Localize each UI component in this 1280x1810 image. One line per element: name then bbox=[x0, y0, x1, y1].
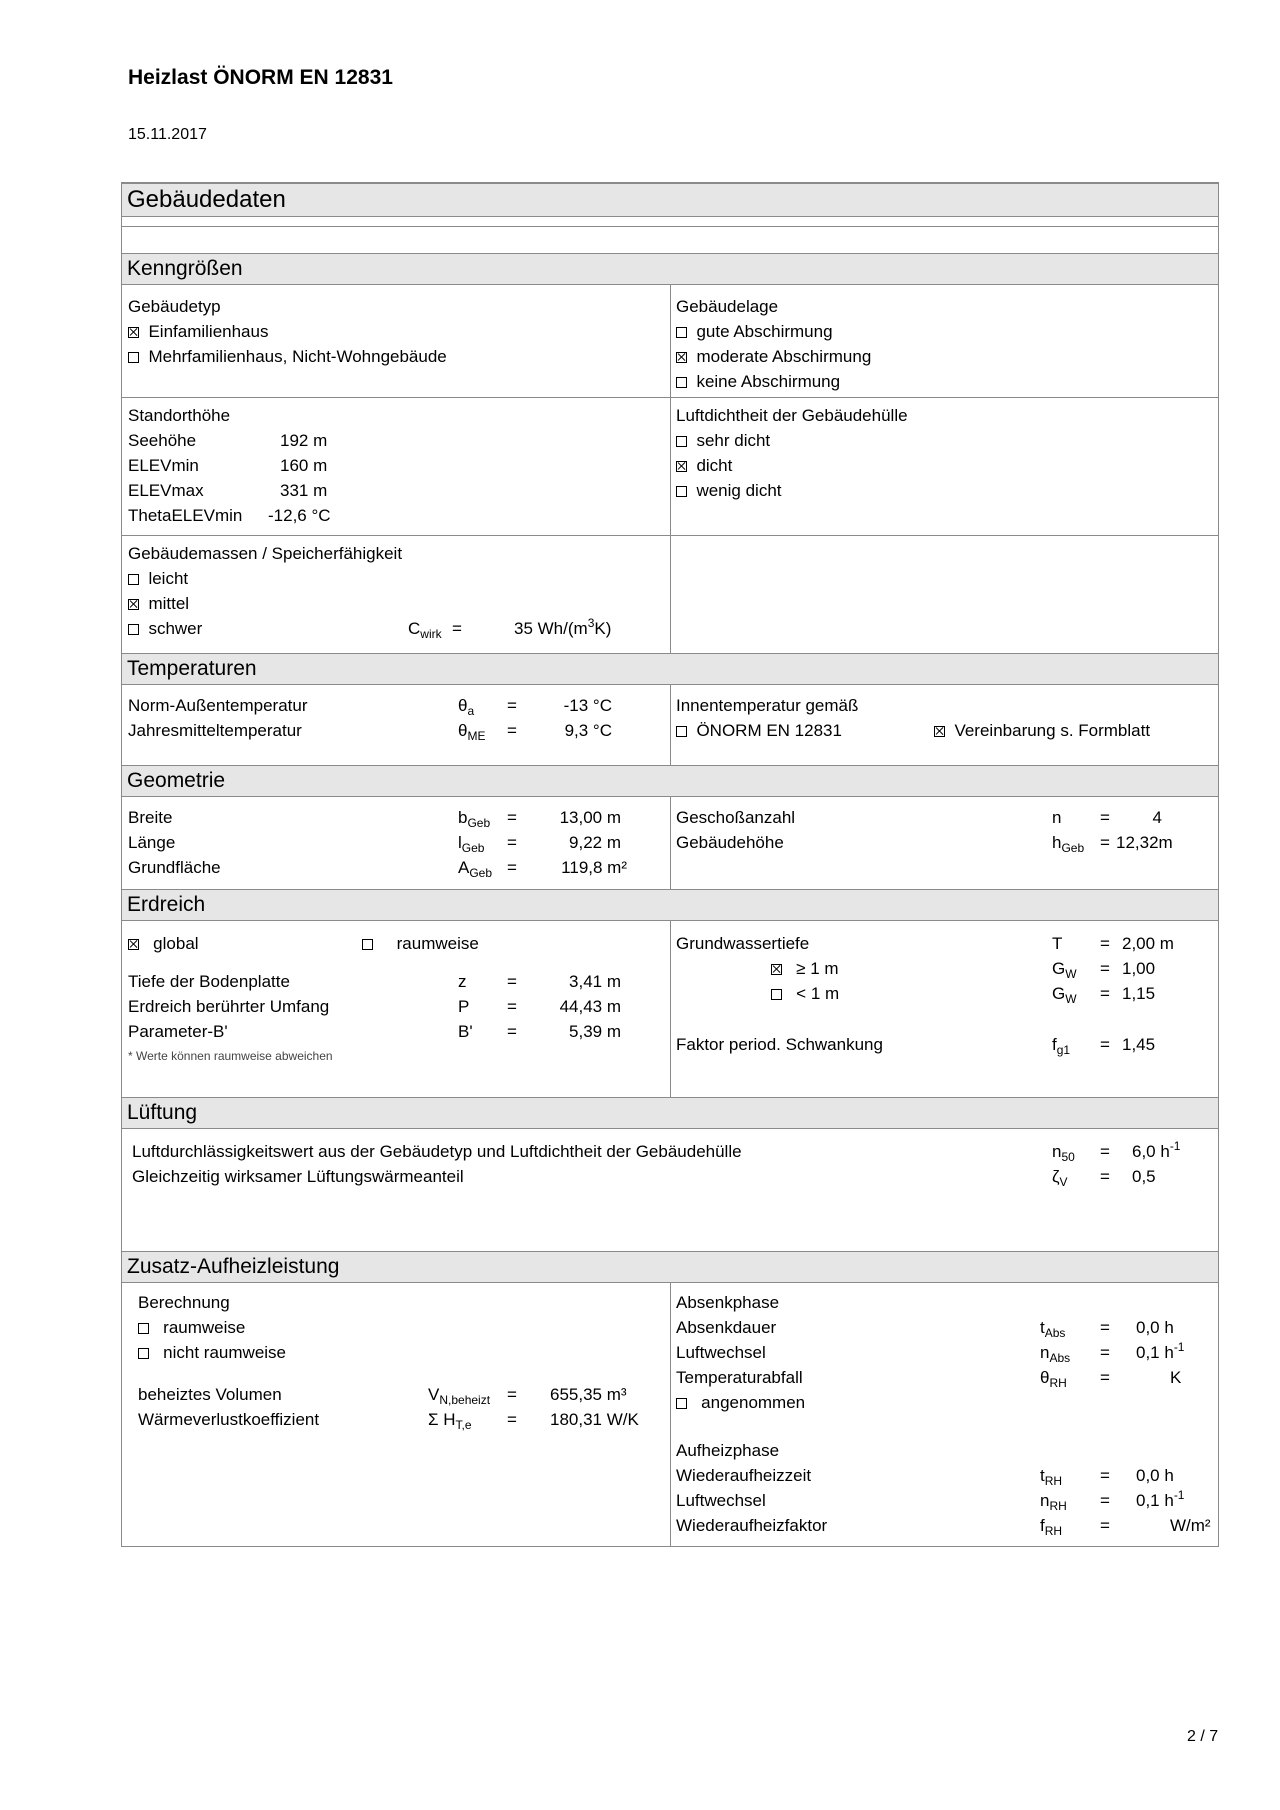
option-mehrfamilienhaus[interactable]: Mehrfamilienhaus, Nicht-Wohngebäude bbox=[128, 347, 447, 367]
value-seehoehe: 192 m bbox=[280, 431, 328, 450]
eq: = bbox=[1100, 934, 1110, 953]
value-tiefe-bodenplatte: 3,41 m bbox=[569, 972, 621, 991]
symbol-gw: $G_W$ bbox=[1052, 959, 1077, 981]
value-norm-aussentemperatur: -13 °C bbox=[563, 696, 612, 715]
page-number: 2 / 7 bbox=[1187, 1728, 1219, 1745]
label-elevmax: ELEVmax bbox=[128, 481, 204, 500]
eq: = bbox=[507, 1022, 517, 1041]
section-header-erdreich: Erdreich bbox=[122, 889, 1218, 921]
value-n50: 6,0 $h^{-1}$ bbox=[1132, 1139, 1181, 1161]
label-gebaeudemassen: Gebäudemassen / Speicherfähigkeit bbox=[128, 544, 403, 563]
checkbox-unchecked[interactable] bbox=[676, 436, 687, 447]
label-temperaturabfall: Temperaturabfall bbox=[676, 1368, 803, 1387]
checkbox-unchecked[interactable] bbox=[362, 939, 373, 950]
checkbox-unchecked[interactable] bbox=[128, 352, 139, 363]
checkbox-checked[interactable] bbox=[128, 327, 139, 338]
eq: = bbox=[1100, 833, 1110, 852]
label-seehoehe: Seehöhe bbox=[128, 431, 197, 450]
symbol-f-rh: $f_{RH}$ bbox=[1040, 1516, 1063, 1538]
label-standorthoehe: Standorthöhe bbox=[128, 406, 231, 425]
label-tiefe-bodenplatte: Tiefe der Bodenplatte bbox=[128, 972, 290, 991]
option-gw-lt-1m[interactable]: < 1 m bbox=[771, 984, 839, 1004]
option-keine-abschirmung[interactable]: keine Abschirmung bbox=[676, 372, 840, 392]
divider bbox=[122, 535, 1218, 536]
label-elevmin: ELEVmin bbox=[128, 456, 199, 475]
eq: = bbox=[1100, 1035, 1110, 1054]
checkbox-unchecked[interactable] bbox=[138, 1348, 149, 1359]
checkbox-unchecked[interactable] bbox=[676, 1398, 687, 1409]
option-wenig-dicht[interactable]: wenig dicht bbox=[676, 481, 782, 501]
building-data-form bbox=[121, 182, 1219, 1547]
symbol-n-rh: $n_{RH}$ bbox=[1040, 1491, 1067, 1513]
symbol-a-geb: $A_{Geb}$ bbox=[458, 858, 493, 880]
option-oenorm[interactable]: ÖNORM EN 12831 bbox=[676, 721, 842, 741]
checkbox-checked[interactable] bbox=[934, 726, 945, 737]
eq: = bbox=[1100, 808, 1110, 827]
symbol-n50: $n_{50}$ bbox=[1052, 1142, 1075, 1164]
label-berechnung: Berechnung bbox=[138, 1293, 230, 1312]
symbol-sigma-ht: Σ $H_{T,e}$ bbox=[428, 1410, 472, 1432]
symbol-theta-a: $\theta_a$ bbox=[458, 696, 475, 718]
symbol-t-rh: $t_{RH}$ bbox=[1040, 1466, 1063, 1488]
eq: = bbox=[1100, 1491, 1110, 1510]
eq: = bbox=[1100, 959, 1110, 978]
value-jahresmitteltemperatur: 9,3 °C bbox=[564, 721, 612, 740]
label-luftwechsel-rh: Luftwechsel bbox=[676, 1491, 766, 1510]
value-elevmax: 331 m bbox=[280, 481, 328, 500]
label-luftdichtheit: Luftdichtheit der Gebäudehülle bbox=[676, 406, 908, 425]
value-waermeverlustkoeffizient: 180,31 W/K bbox=[550, 1410, 639, 1429]
option-sehr-dicht[interactable]: sehr dicht bbox=[676, 431, 770, 451]
checkbox-unchecked[interactable] bbox=[676, 486, 687, 497]
footnote: * Werte können raumweise abweichen bbox=[128, 1049, 333, 1063]
value-luftwechsel-rh: 0,1 $h^{-1}$ bbox=[1136, 1488, 1185, 1510]
option-gute-abschirmung[interactable]: gute Abschirmung bbox=[676, 322, 833, 342]
value-gw-2: 1,15 bbox=[1122, 984, 1156, 1003]
value-elevmin: 160 m bbox=[280, 456, 328, 475]
checkbox-unchecked[interactable] bbox=[676, 327, 687, 338]
label-grundflaeche: Grundfläche bbox=[128, 858, 221, 877]
label-absenkphase: Absenkphase bbox=[676, 1293, 780, 1312]
symbol-l-geb: $l_{Geb}$ bbox=[458, 833, 485, 855]
label-beheiztes-volumen: beheiztes Volumen bbox=[138, 1385, 282, 1404]
section-header-temperaturen: Temperaturen bbox=[122, 653, 1218, 685]
label-wiederaufheizzeit: Wiederaufheizzeit bbox=[676, 1466, 812, 1485]
value-cwirk: 35 $Wh/(m^3K)$ bbox=[514, 616, 612, 638]
label-laenge: Länge bbox=[128, 833, 176, 852]
eq: = bbox=[1100, 1343, 1110, 1362]
value-beheiztes-volumen: 655,35 m³ bbox=[550, 1385, 627, 1404]
symbol-n-abs: $n_{Abs}$ bbox=[1040, 1343, 1071, 1365]
eq: = bbox=[507, 858, 517, 877]
option-global[interactable]: global bbox=[128, 934, 199, 954]
column-divider bbox=[670, 285, 671, 832]
symbol-cwirk: $C_{wirk}$ bbox=[408, 619, 442, 641]
eq: = bbox=[1100, 1466, 1110, 1485]
label-grundwassertiefe: Grundwassertiefe bbox=[676, 934, 810, 953]
label-gebaeudetyp: Gebäudetyp bbox=[128, 297, 221, 316]
option-nicht-raumweise[interactable]: nicht raumweise bbox=[138, 1343, 286, 1363]
section-header-geometrie: Geometrie bbox=[122, 765, 1218, 797]
label-luftdurchlaessigkeit: Luftdurchlässigkeitswert aus der Gebäudetyp und Luftdichtheit der Gebäudehülle bbox=[132, 1142, 742, 1161]
value-grundflaeche: 119,8 m² bbox=[561, 858, 627, 877]
symbol-fg1: $f_{g1}$ bbox=[1052, 1035, 1071, 1057]
symbol-t: T bbox=[1052, 934, 1063, 953]
value-laenge: 9,22 m bbox=[569, 833, 621, 852]
value-gw-1: 1,00 bbox=[1122, 959, 1156, 978]
option-einfamilienhaus[interactable]: Einfamilienhaus bbox=[128, 322, 268, 342]
checkbox-checked[interactable] bbox=[128, 939, 139, 950]
eq: = bbox=[507, 997, 517, 1016]
value-gebaeudehoehe: 12,32m bbox=[1116, 833, 1173, 852]
option-leicht[interactable]: leicht bbox=[128, 569, 188, 589]
document-date: 15.11.2017 bbox=[128, 126, 207, 143]
label-breite: Breite bbox=[128, 808, 173, 827]
section-header-kenngroessen: Kenngrößen bbox=[122, 253, 1218, 285]
column-divider bbox=[670, 921, 671, 1097]
value-luftwechsel-abs: 0,1 $h^{-1}$ bbox=[1136, 1340, 1185, 1362]
label-absenkdauer: Absenkdauer bbox=[676, 1318, 777, 1337]
column-divider bbox=[670, 797, 671, 889]
divider bbox=[122, 226, 1218, 227]
label-geschossanzahl: Geschoßanzahl bbox=[676, 808, 796, 827]
eq: = bbox=[1100, 1142, 1110, 1161]
value-grundwassertiefe: 2,00 m bbox=[1122, 934, 1174, 953]
option-dicht[interactable]: dicht bbox=[676, 456, 732, 476]
label-innentemperatur: Innentemperatur gemäß bbox=[676, 696, 859, 715]
value-temperaturabfall: K bbox=[1170, 1368, 1182, 1387]
value-thetaelevmin: -12,6 °C bbox=[268, 506, 331, 525]
eq: = bbox=[507, 972, 517, 991]
label-umfang: Erdreich berührter Umfang bbox=[128, 997, 330, 1016]
column-divider bbox=[670, 1283, 671, 1547]
value-wiederaufheizzeit: 0,0 h bbox=[1136, 1466, 1174, 1485]
eq: = bbox=[1100, 1167, 1110, 1186]
value-geschossanzahl: 4 bbox=[1152, 808, 1162, 827]
document-title: Heizlast ÖNORM EN 12831 bbox=[128, 66, 393, 89]
value-zeta-v: 0,5 bbox=[1132, 1167, 1156, 1186]
symbol-b: B' bbox=[458, 1022, 473, 1041]
symbol-v-beheizt: $V_{N,beheizt}$ bbox=[428, 1385, 491, 1407]
option-angenommen[interactable]: angenommen bbox=[676, 1393, 805, 1413]
label-lueftungswaermeanteil: Gleichzeitig wirksamer Lüftungswärmeanteil bbox=[132, 1167, 464, 1186]
section-header-zusatz: Zusatz-Aufheizleistung bbox=[122, 1251, 1218, 1283]
option-raumweise[interactable]: raumweise bbox=[362, 934, 479, 954]
eq: = bbox=[1100, 984, 1110, 1003]
label-gebaeudelage: Gebäudelage bbox=[676, 297, 779, 316]
eq: = bbox=[507, 833, 517, 852]
checkbox-unchecked[interactable] bbox=[771, 989, 782, 1000]
label-gebaeudehoehe: Gebäudehöhe bbox=[676, 833, 784, 852]
eq: = bbox=[507, 1410, 517, 1429]
label-parameter-b: Parameter-B' bbox=[128, 1022, 228, 1041]
value-breite: 13,00 m bbox=[559, 808, 621, 827]
value-wiederaufheizfaktor: W/m² bbox=[1170, 1516, 1211, 1535]
symbol-theta-me: $\theta_{ME}$ bbox=[458, 721, 486, 743]
option-gw-ge-1m[interactable]: ≥ 1 m bbox=[771, 959, 839, 979]
symbol-gw: $G_W$ bbox=[1052, 984, 1077, 1006]
checkbox-unchecked[interactable] bbox=[676, 377, 687, 388]
option-moderate-abschirmung[interactable]: moderate Abschirmung bbox=[676, 347, 871, 367]
eq: = bbox=[507, 1385, 517, 1404]
eq: = bbox=[1100, 1318, 1110, 1337]
eq: = bbox=[1100, 1368, 1110, 1387]
label-aufheizphase: Aufheizphase bbox=[676, 1441, 780, 1460]
symbol-zeta-v: $\zeta_V$ bbox=[1052, 1167, 1068, 1189]
section-header-gebaeudedaten: Gebäudedaten bbox=[122, 183, 1218, 217]
label-jahresmitteltemperatur: Jahresmitteltemperatur bbox=[128, 721, 302, 740]
symbol-h-geb: $h_{Geb}$ bbox=[1052, 833, 1085, 855]
label-waermeverlustkoeffizient: Wärmeverlustkoeffizient bbox=[138, 1410, 320, 1429]
symbol-theta-rh: $\theta_{RH}$ bbox=[1040, 1368, 1067, 1390]
checkbox-checked[interactable] bbox=[128, 599, 139, 610]
eq: = bbox=[507, 808, 517, 827]
value-umfang: 44,43 m bbox=[559, 997, 621, 1016]
option-mittel[interactable]: mittel bbox=[128, 594, 189, 614]
option-schwer[interactable]: schwer bbox=[128, 619, 202, 639]
eq: = bbox=[507, 721, 517, 740]
checkbox-checked[interactable] bbox=[771, 964, 782, 975]
label-wiederaufheizfaktor: Wiederaufheizfaktor bbox=[676, 1516, 828, 1535]
label-faktor-schwankung: Faktor period. Schwankung bbox=[676, 1035, 883, 1054]
symbol-p: P bbox=[458, 997, 470, 1016]
symbol-b-geb: $b_{Geb}$ bbox=[458, 808, 491, 830]
section-header-lueftung: Lüftung bbox=[122, 1097, 1218, 1129]
checkbox-checked[interactable] bbox=[676, 461, 687, 472]
value-absenkdauer: 0,0 h bbox=[1136, 1318, 1174, 1337]
checkbox-unchecked[interactable] bbox=[138, 1323, 149, 1334]
checkbox-unchecked[interactable] bbox=[128, 574, 139, 585]
checkbox-checked[interactable] bbox=[676, 352, 687, 363]
symbol-n: n bbox=[1052, 808, 1062, 827]
label-luftwechsel-abs: Luftwechsel bbox=[676, 1343, 766, 1362]
eq-cwirk: = bbox=[452, 619, 462, 638]
checkbox-unchecked[interactable] bbox=[128, 624, 139, 635]
divider bbox=[122, 397, 1218, 398]
label-norm-aussentemperatur: Norm-Außentemperatur bbox=[128, 696, 308, 715]
symbol-t-abs: $t_{Abs}$ bbox=[1040, 1318, 1066, 1340]
eq: = bbox=[1100, 1516, 1110, 1535]
value-faktor-schwankung: 1,45 bbox=[1122, 1035, 1156, 1054]
value-parameter-b: 5,39 m bbox=[569, 1022, 621, 1041]
option-berechnung-raumweise[interactable]: raumweise bbox=[138, 1318, 245, 1338]
checkbox-unchecked[interactable] bbox=[676, 726, 687, 737]
symbol-z: z bbox=[458, 972, 467, 991]
label-thetaelevmin: ThetaELEVmin bbox=[128, 506, 243, 525]
option-vereinbarung[interactable]: Vereinbarung s. Formblatt bbox=[934, 721, 1150, 741]
eq: = bbox=[507, 696, 517, 715]
